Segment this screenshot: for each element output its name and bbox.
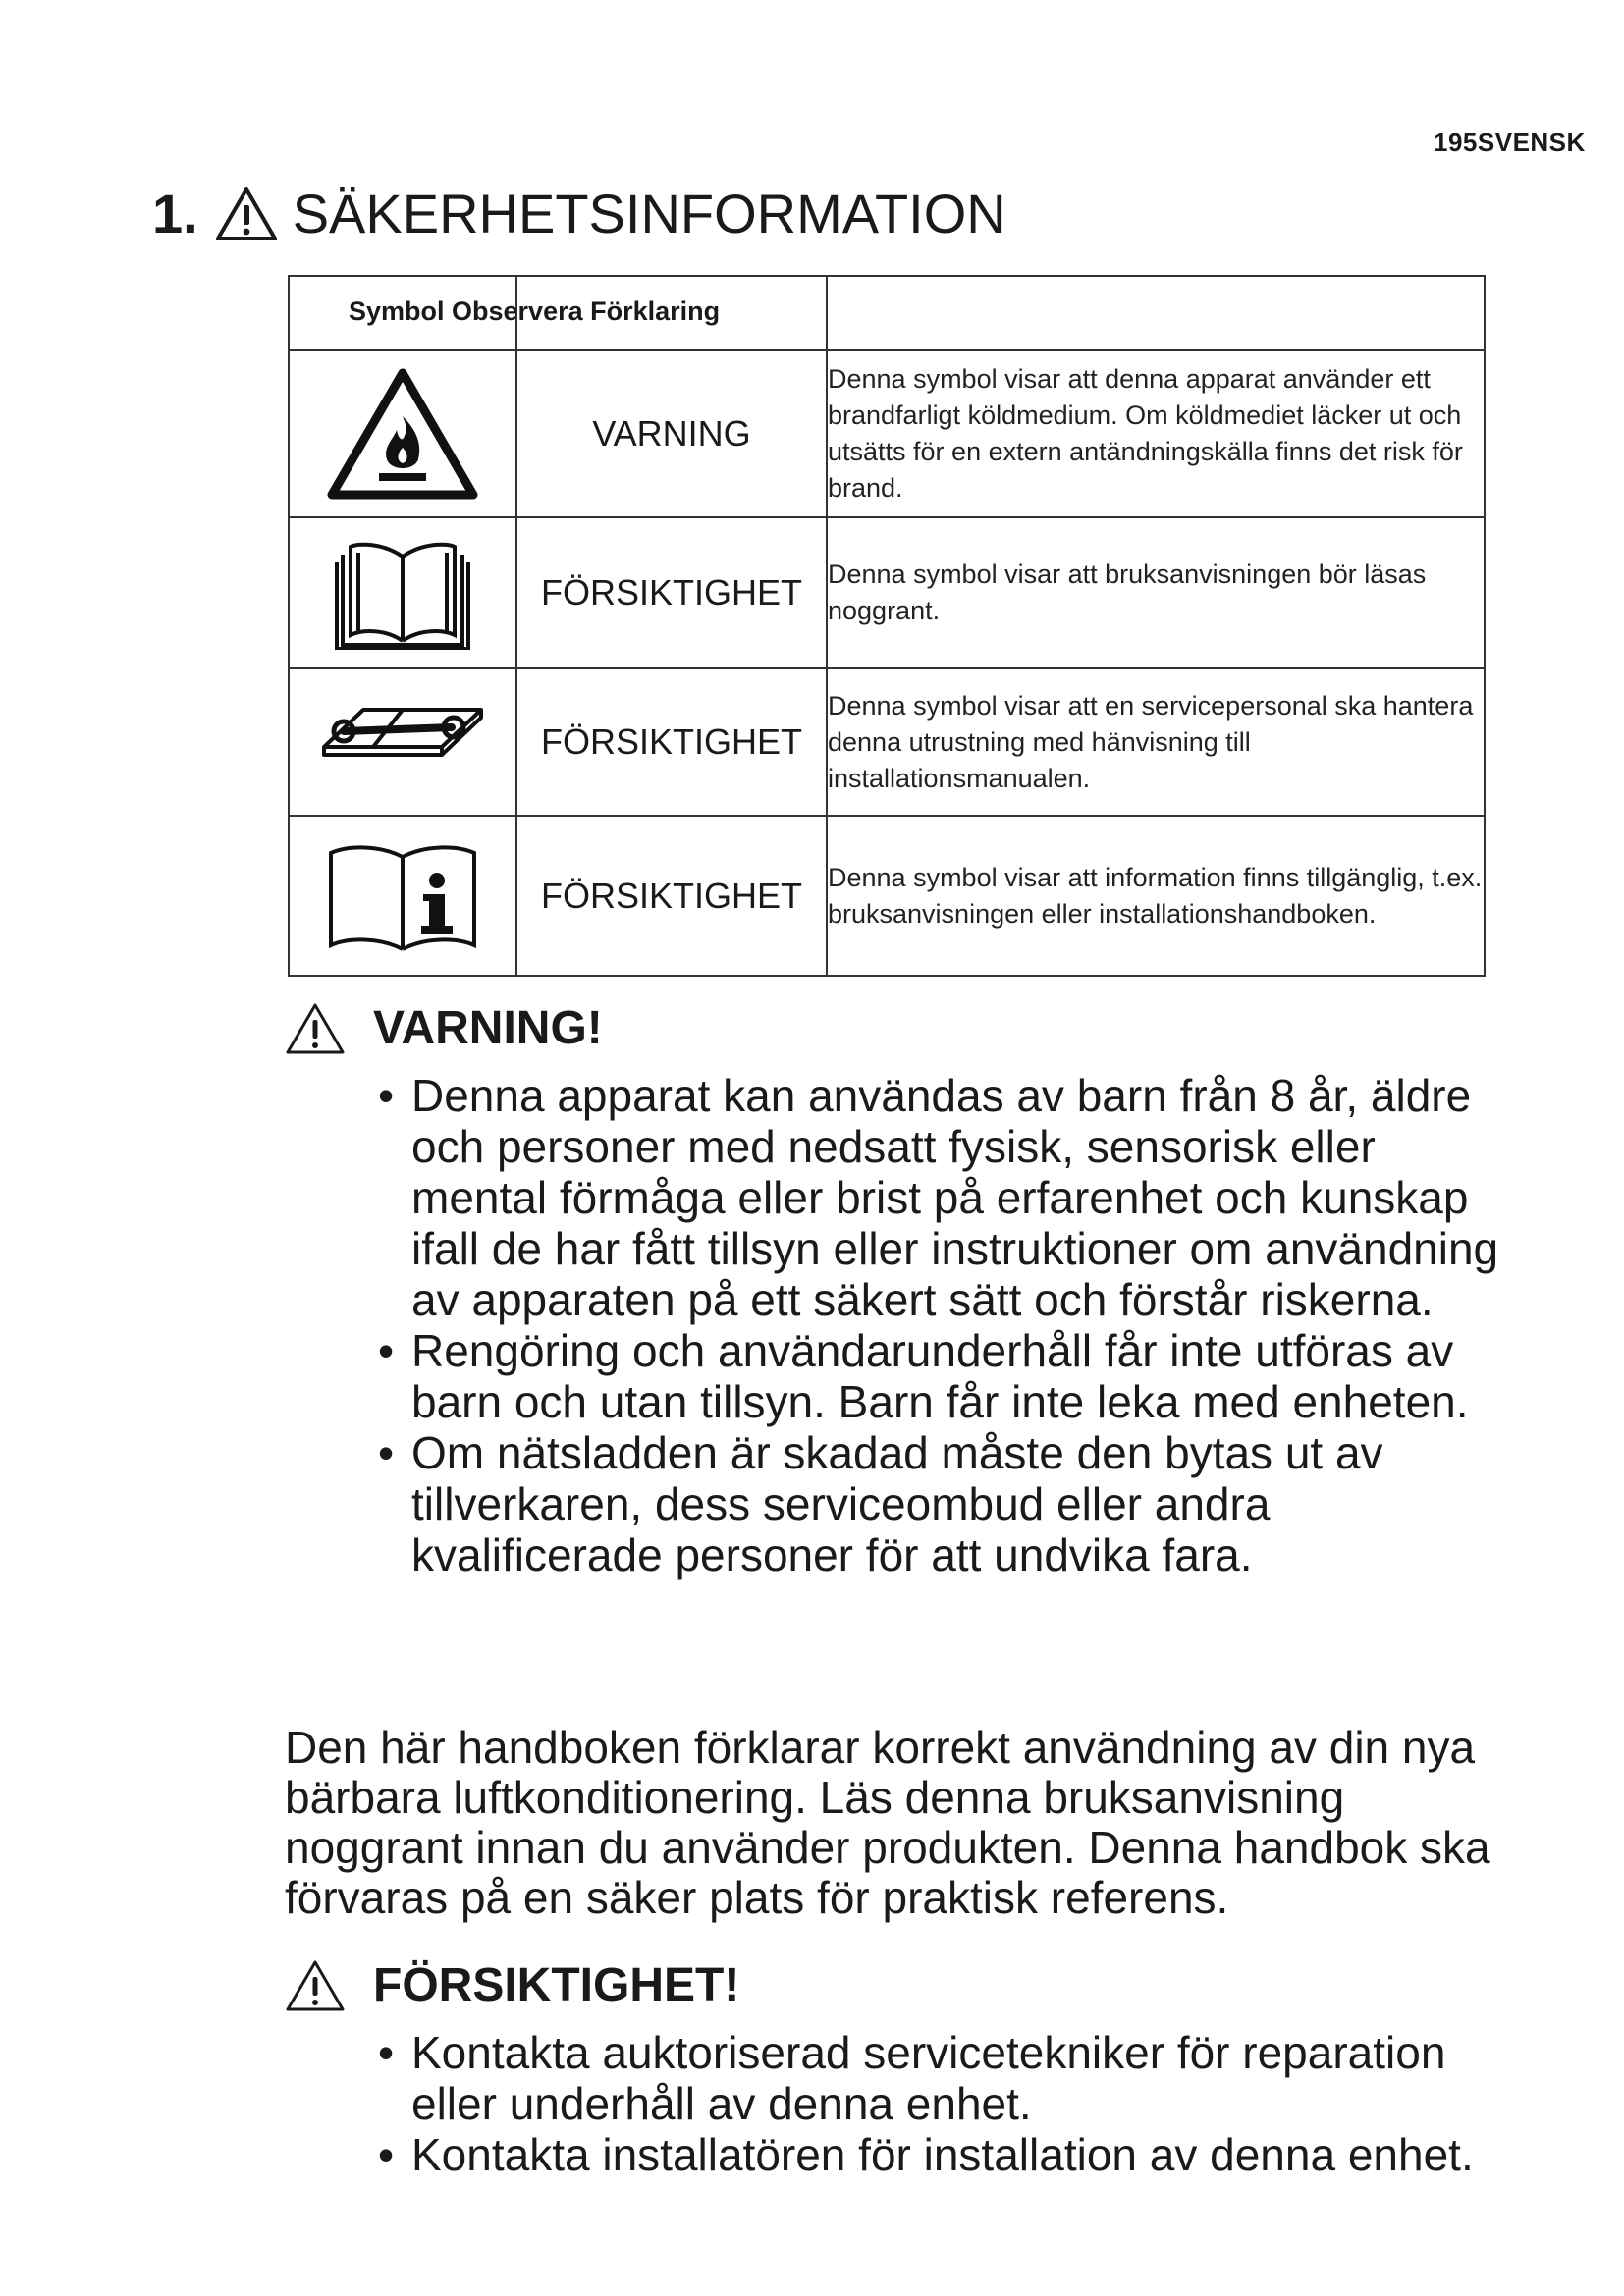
list-item: • Om nätsladden är skadad måste den bytas ut av tillverkaren, dess serviceombud eller andra kvalificerade personer för att undvika fara.	[378, 1427, 1507, 1580]
info-manual-icon	[319, 837, 486, 955]
table-row	[289, 517, 1485, 668]
warning-triangle-icon	[285, 1002, 346, 1055]
caution-list	[378, 2027, 1507, 2180]
symbol-table	[288, 275, 1486, 977]
flammable-warning-icon	[324, 365, 481, 503]
intro-paragraph: Den här handboken förklarar korrekt användning av din nya bärbara luftkonditionering. Läs denna bruksanvisning noggrant innan du använder produkten. Denna handbok ska förvaras på en säker plats för praktisk referens.	[285, 1722, 1490, 1923]
warning-list	[378, 1070, 1507, 1580]
warning-triangle-icon	[214, 186, 279, 242]
warning-heading	[285, 1001, 603, 1055]
warning-title: VARNING!	[373, 1002, 603, 1054]
section-title: SÄKERHETSINFORMATION	[292, 183, 1006, 244]
caution-title: FÖRSIKTIGHET!	[373, 1959, 740, 2011]
row-explanation: Denna symbol visar att en servicepersonal ska hantera denna utrustning med hänvisning till installationsmanualen.	[827, 668, 1485, 816]
list-item: • Kontakta auktoriserad servicetekniker för reparation eller underhåll av denna enhet.	[378, 2027, 1507, 2129]
row-explanation: Denna symbol visar att information finns tillgänglig, t.ex. bruksanvisningen eller installationshandboken.	[827, 816, 1485, 976]
list-item: • Rengöring och användarunderhåll får inte utföras av barn och utan tillsyn. Barn får inte leka med enheten.	[378, 1325, 1507, 1427]
table-header-text: Symbol Observera Förklaring	[349, 296, 721, 326]
row-label: VARNING	[516, 350, 827, 517]
row-label: FÖRSIKTIGHET	[516, 517, 827, 668]
manual-book-icon	[329, 537, 476, 650]
table-row	[289, 668, 1485, 816]
table-row	[289, 816, 1485, 976]
page-number: 195SVENSK	[1434, 128, 1586, 157]
section-number: 1.	[152, 183, 198, 244]
list-item: • Denna apparat kan användas av barn från 8 år, äldre och personer med nedsatt fysisk, sensorisk eller mental förmåga eller brist på erfarenhet och kunskap ifall de har fått tillsyn eller instruktioner om användning av apparaten på ett säkert sätt och förstår riskerna.	[378, 1070, 1507, 1325]
warning-triangle-icon	[285, 1959, 346, 2012]
table-row	[289, 350, 1485, 517]
row-label: FÖRSIKTIGHET	[516, 816, 827, 976]
row-label: FÖRSIKTIGHET	[516, 668, 827, 816]
service-manual-icon	[314, 698, 491, 786]
section-heading	[152, 182, 1006, 245]
table-header-cell	[827, 276, 1485, 350]
caution-heading	[285, 1958, 739, 2012]
row-explanation: Denna symbol visar att bruksanvisningen bör läsas noggrant.	[827, 517, 1485, 668]
list-item: • Kontakta installatören för installation av denna enhet.	[378, 2129, 1507, 2180]
row-explanation: Denna symbol visar att denna apparat använder ett brandfarligt köldmedium. Om köldmediet läcker ut och utsätts för en extern antändningskälla finns det risk för brand.	[827, 350, 1485, 517]
